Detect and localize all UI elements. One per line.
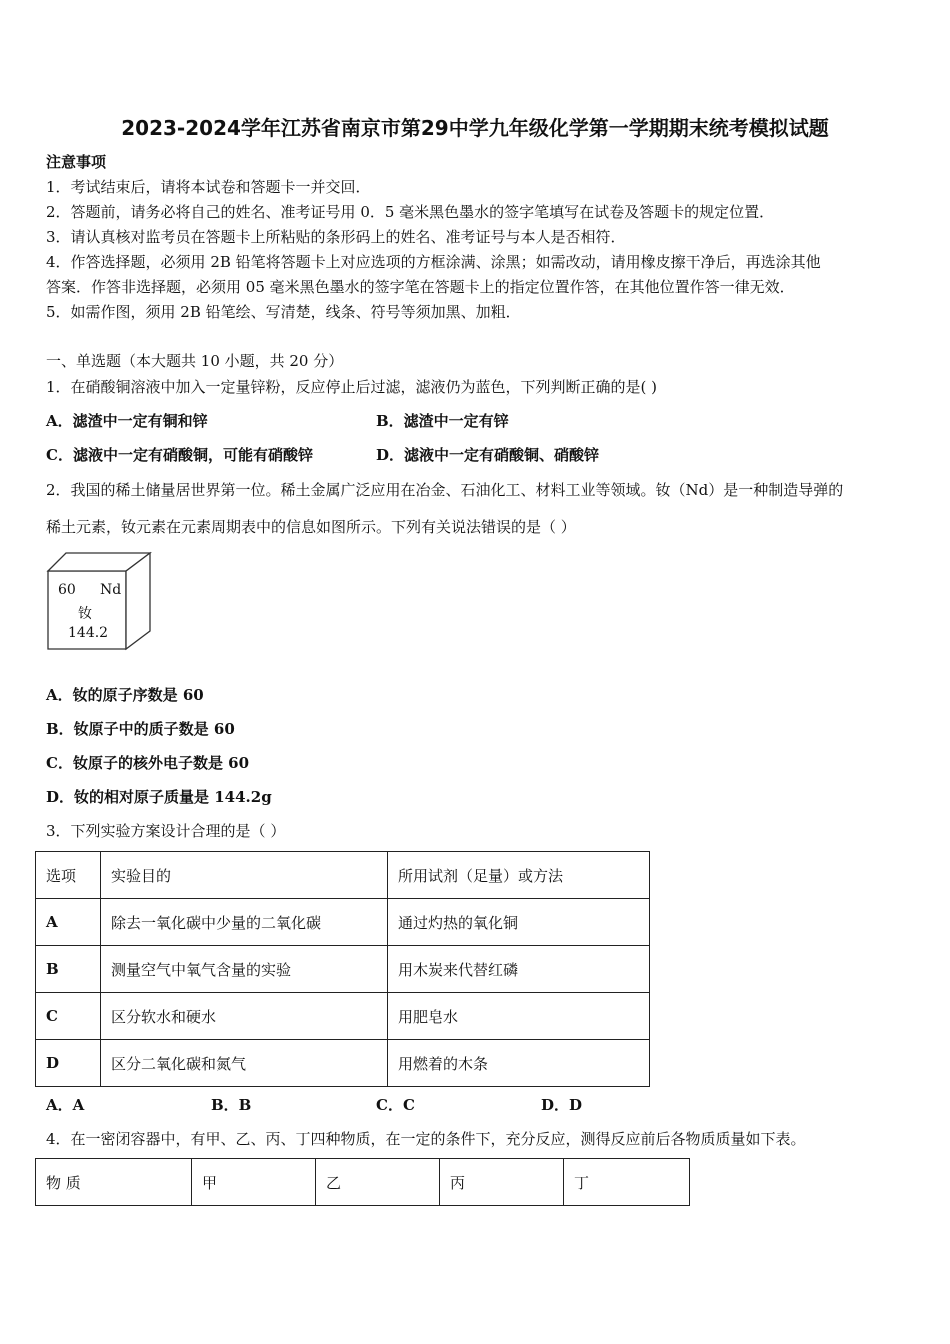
notice-item: 1．考试结束后，请将本试卷和答题卡一并交回． xyxy=(46,178,371,196)
q2-stem-line1: 2．我国的稀土储量居世界第一位。稀土金属广泛应用在冶金、石油化工、材料工业等领域。钕（Nd）是一种制造导弹的 xyxy=(46,481,844,499)
notice-item: 4．作答选择题，必须用 2B 铅笔将答题卡上对应选项的方框涂满、涂黑；如需改动，请用橡皮擦干净后，再选涂其他 xyxy=(46,253,821,271)
q1-option-a: A．滤渣中一定有铜和锌 xyxy=(46,412,208,430)
table-cell: 测量空气中氧气含量的实验 xyxy=(101,946,388,993)
table-row xyxy=(36,946,650,993)
q3-option-c: C．C xyxy=(376,1096,415,1114)
q2-option-c: C．钕原子的核外电子数是 60 xyxy=(46,754,250,772)
element-name: 钕 xyxy=(78,606,92,622)
table-cell: D xyxy=(36,1040,101,1087)
table-row xyxy=(36,1040,650,1087)
section-heading: 一、单选题（本大题共 10 小题，共 20 分） xyxy=(46,352,344,370)
table-header-cell: 物 质 xyxy=(36,1159,192,1206)
table-header-row xyxy=(36,852,650,899)
element-atomic-number: 60 xyxy=(58,582,76,598)
notice-item: 2．答题前，请务必将自己的姓名、准考证号用 0．5 毫米黑色墨水的签字笔填写在试卷及答题卡的规定位置． xyxy=(46,203,775,221)
table-cell: B xyxy=(36,946,101,993)
notice-heading: 注意事项 xyxy=(46,153,107,171)
table-cell: 区分二氧化碳和氮气 xyxy=(101,1040,388,1087)
table-header-cell: 实验目的 xyxy=(101,852,388,899)
q4-stem: 4．在一密闭容器中，有甲、乙、丙、丁四种物质，在一定的条件下，充分反应，测得反应前后各物质质量如下表。 xyxy=(46,1130,806,1148)
q2-option-b: B．钕原子中的质子数是 60 xyxy=(46,720,235,738)
table-cell: 区分软水和硬水 xyxy=(101,993,388,1040)
table-header-cell: 选项 xyxy=(36,852,101,899)
table-header-row xyxy=(36,1159,690,1206)
element-tile-nd xyxy=(46,551,152,651)
table-header-cell: 甲 xyxy=(192,1159,316,1206)
table-cell: C xyxy=(36,993,101,1040)
table-row xyxy=(36,899,650,946)
table-cell: A xyxy=(36,899,101,946)
q3-option-d: D．D xyxy=(541,1096,583,1114)
table-row xyxy=(36,993,650,1040)
element-symbol: Nd xyxy=(100,582,122,598)
notice-item: 答案．作答非选择题，必须用 05 毫米黑色墨水的签字笔在答题卡上的指定位置作答，在其他位置作答一律无效． xyxy=(46,278,795,296)
q1-option-b: B．滤渣中一定有锌 xyxy=(376,412,509,430)
table-cell: 通过灼热的氧化铜 xyxy=(388,899,650,946)
table-cell: 用木炭来代替红磷 xyxy=(388,946,650,993)
notice-item: 5．如需作图，须用 2B 铅笔绘、写清楚，线条、符号等须加黑、加粗． xyxy=(46,303,521,321)
q2-option-a: A．钕的原子序数是 60 xyxy=(46,686,204,704)
table-cell: 除去一氧化碳中少量的二氧化碳 xyxy=(101,899,388,946)
notice-item: 3．请认真核对监考员在答题卡上所粘贴的条形码上的姓名、准考证号与本人是否相符． xyxy=(46,228,626,246)
q2-option-d: D．钕的相对原子质量是 144.2g xyxy=(46,788,272,806)
q4-table xyxy=(35,1158,690,1206)
table-cell: 用燃着的木条 xyxy=(388,1040,650,1087)
q3-stem: 3．下列实验方案设计合理的是（ ） xyxy=(46,822,286,840)
table-cell: 用肥皂水 xyxy=(388,993,650,1040)
table-header-cell: 丁 xyxy=(564,1159,690,1206)
q3-option-b: B．B xyxy=(211,1096,252,1114)
table-header-cell: 所用试剂（足量）或方法 xyxy=(388,852,650,899)
q1-option-d: D．滤液中一定有硝酸铜、硝酸锌 xyxy=(376,446,600,464)
q2-stem-line2: 稀土元素，钕元素在元素周期表中的信息如图所示。下列有关说法错误的是（ ） xyxy=(46,518,576,536)
table-header-cell: 乙 xyxy=(316,1159,440,1206)
q3-table xyxy=(35,851,650,1087)
q1-option-c: C．滤液中一定有硝酸铜，可能有硝酸锌 xyxy=(46,446,313,464)
element-mass: 144.2 xyxy=(68,625,109,641)
q3-option-a: A．A xyxy=(46,1096,85,1114)
page-title: 2023-2024学年江苏省南京市第29中学九年级化学第一学期期末统考模拟试题 xyxy=(121,116,829,140)
q1-stem: 1．在硝酸铜溶液中加入一定量锌粉，反应停止后过滤，滤液仍为蓝色，下列判断正确的是( ) xyxy=(46,378,658,396)
table-header-cell: 丙 xyxy=(440,1159,564,1206)
